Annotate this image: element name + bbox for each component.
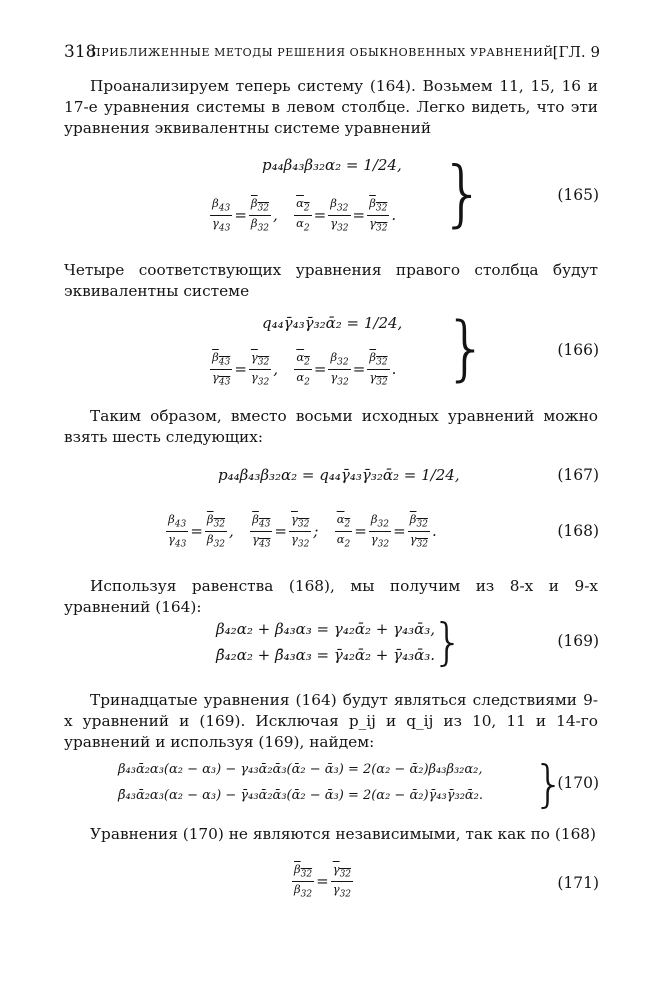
right-brace: }	[444, 307, 489, 389]
equation-168: $\frac{\beta_{43}}{\gamma_{43}}$ = $\frac{\beta_{32}}{\beta_{32}}$ , $\frac{\beta_{43}}{\gamma_{43}}$ = $\frac{\gamma_{32}}{\gamma_{32}}$ ; $\frac{\alpha_2}{\alpha_2}$ = $\frac{\beta_{32}}{\gamma_{32}}$ = $\frac{\beta_{32}}{\gamma_{32}}$ .	[168, 512, 437, 550]
equation-169-line-2: β̄₄₂α₂ + β̄₄₃α₃ = γ̄₄₂ᾱ₂ + γ̄₄₃ᾱ₃.	[216, 646, 436, 664]
equation-167: p₄₄β₄₃β₃₂α₂ = q₄₄γ̄₄₃γ̄₃₂ᾱ₂ = 1/24,	[218, 466, 460, 484]
equation-number: (165)	[557, 186, 599, 204]
fraction: $\frac{\beta_{32}}{\gamma_{32}}$	[409, 512, 429, 550]
equation-170-line-2: β̄₄₃ᾱ₂α₃(α₂ − α₃) − γ̄₄₃ᾱ₂ᾱ₃(ᾱ₂ − ᾱ₃) = 2(α₂ − ᾱ₂)γ̄₄₃γ̄₃₂ᾱ₂.	[118, 788, 484, 803]
fraction: $\frac{\beta_{43}}{\gamma_{43}}$	[212, 196, 231, 234]
page-header	[64, 42, 600, 64]
fraction: $\frac{\alpha_2}{\alpha_2}$	[336, 512, 351, 550]
fraction: $\frac{\gamma_{32}}{\gamma_{32}}$	[291, 512, 310, 550]
fraction: $\frac{\beta_{32}}{\gamma_{32}}$	[369, 350, 388, 388]
fraction: $\frac{\beta_{43}}{\gamma_{43}}$	[168, 512, 187, 550]
fraction: $\frac{\beta_{43}}{\gamma_{43}}$	[252, 512, 271, 550]
equation-number: (167)	[557, 466, 599, 484]
right-brace: }	[432, 613, 464, 671]
equation-166-line-2: $\frac{\beta_{43}}{\gamma_{43}}$ = $\frac{\gamma_{32}}{\gamma_{32}}$ , $\frac{\alpha_2}{\alpha_2}$ = $\frac{\beta_{32}}{\gamma_{32}}$ = $\frac{\beta_{32}}{\gamma_{32}}$ .	[212, 350, 397, 388]
paragraph-6: Уравнения (170) не являются независимыми, так как по (168)	[90, 825, 597, 843]
equation-170-line-1: β₄₃ᾱ₂α₃(α₂ − α₃) − γ₄₃ᾱ₂ᾱ₃(ᾱ₂ − ᾱ₃) = 2(α₂ − ᾱ₂)β₄₃β₃₂α₂,	[118, 762, 483, 777]
fraction: $\frac{\beta_{32}}{\beta_{32}}$	[206, 512, 226, 550]
equation-169-line-1: β₄₂α₂ + β₄₃α₃ = γ₄₂ᾱ₂ + γ₄₃ᾱ₃,	[216, 620, 436, 638]
paragraph-1: Проанализируем теперь систему (164). Возьмем 11, 15, 16 и 17-е уравнения системы в левом столбце. Легко видеть, что эти уравнения эквивалентны системе уравнений	[64, 77, 598, 137]
fraction: $\frac{\beta_{32}}{\gamma_{32}}$	[370, 512, 390, 550]
equation-number: (169)	[557, 632, 599, 650]
paragraph-2: Четыре соответствующих уравнения правого столбца будут эквивалентны системе	[64, 261, 598, 300]
fraction: $\frac{\alpha_2}{\alpha_2}$	[296, 350, 310, 388]
fraction: $\frac{\beta_{32}}{\beta_{32}}$	[294, 862, 313, 900]
fraction: $\frac{\beta_{32}}{\gamma_{32}}$	[330, 350, 349, 388]
paragraph-3: Таким образом, вместо восьми исходных уравнений можно взять шесть следующих:	[64, 407, 598, 446]
equation-number: (171)	[557, 874, 599, 892]
fraction: $\frac{\gamma_{32}}{\gamma_{32}}$	[250, 350, 270, 388]
right-brace: }	[533, 755, 565, 813]
equation-166-line-1: q₄₄γ̄₄₃γ̄₃₂ᾱ₂ = 1/24,	[262, 314, 403, 332]
chapter-marker: [ГЛ. 9	[552, 43, 600, 61]
right-brace: }	[440, 151, 486, 235]
fraction: $\frac{\beta_{32}}{\gamma_{32}}$	[369, 196, 388, 234]
fraction: $\frac{\beta_{43}}{\gamma_{43}}$	[212, 350, 231, 388]
equation-165-line-1: p₄₄β₄₃β₃₂α₂ = 1/24,	[262, 156, 402, 174]
equation-number: (168)	[557, 522, 599, 540]
equation-number: (166)	[557, 341, 599, 359]
fraction: $\frac{\gamma_{32}}{\gamma_{32}}$	[332, 862, 352, 900]
fraction: $\frac{\beta_{32}}{\beta_{32}}$	[250, 196, 270, 234]
paragraph-4: Используя равенства (168), мы получим из 8-х и 9-х уравнений (164):	[64, 577, 598, 616]
fraction: $\frac{\alpha_2}{\alpha_2}$	[296, 196, 310, 234]
equation-number: (170)	[557, 774, 599, 792]
fraction: $\frac{\beta_{32}}{\gamma_{32}}$	[330, 196, 349, 234]
page-number: 318	[64, 42, 97, 62]
running-title: ПРИБЛИЖЕННЫЕ МЕТОДЫ РЕШЕНИЯ ОБЫКНОВЕННЫХ УРАВНЕНИЙ	[91, 46, 554, 59]
equation-165-line-2: $\frac{\beta_{43}}{\gamma_{43}}$ = $\frac{\beta_{32}}{\beta_{32}}$ , $\frac{\alpha_2}{\alpha_2}$ = $\frac{\beta_{32}}{\gamma_{32}}$ = $\frac{\beta_{32}}{\gamma_{32}}$ .	[212, 196, 397, 234]
paragraph-5: Тринадцатые уравнения (164) будут являться следствиями 9-х уравнений и (169). Исключая p_ij и q_ij из 10, 11 и 14-го уравнений и используя (169), найдем:	[64, 691, 598, 751]
equation-171: $\frac{\beta_{32}}{\beta_{32}}$ = $\frac{\gamma_{32}}{\gamma_{32}}$	[294, 862, 352, 900]
